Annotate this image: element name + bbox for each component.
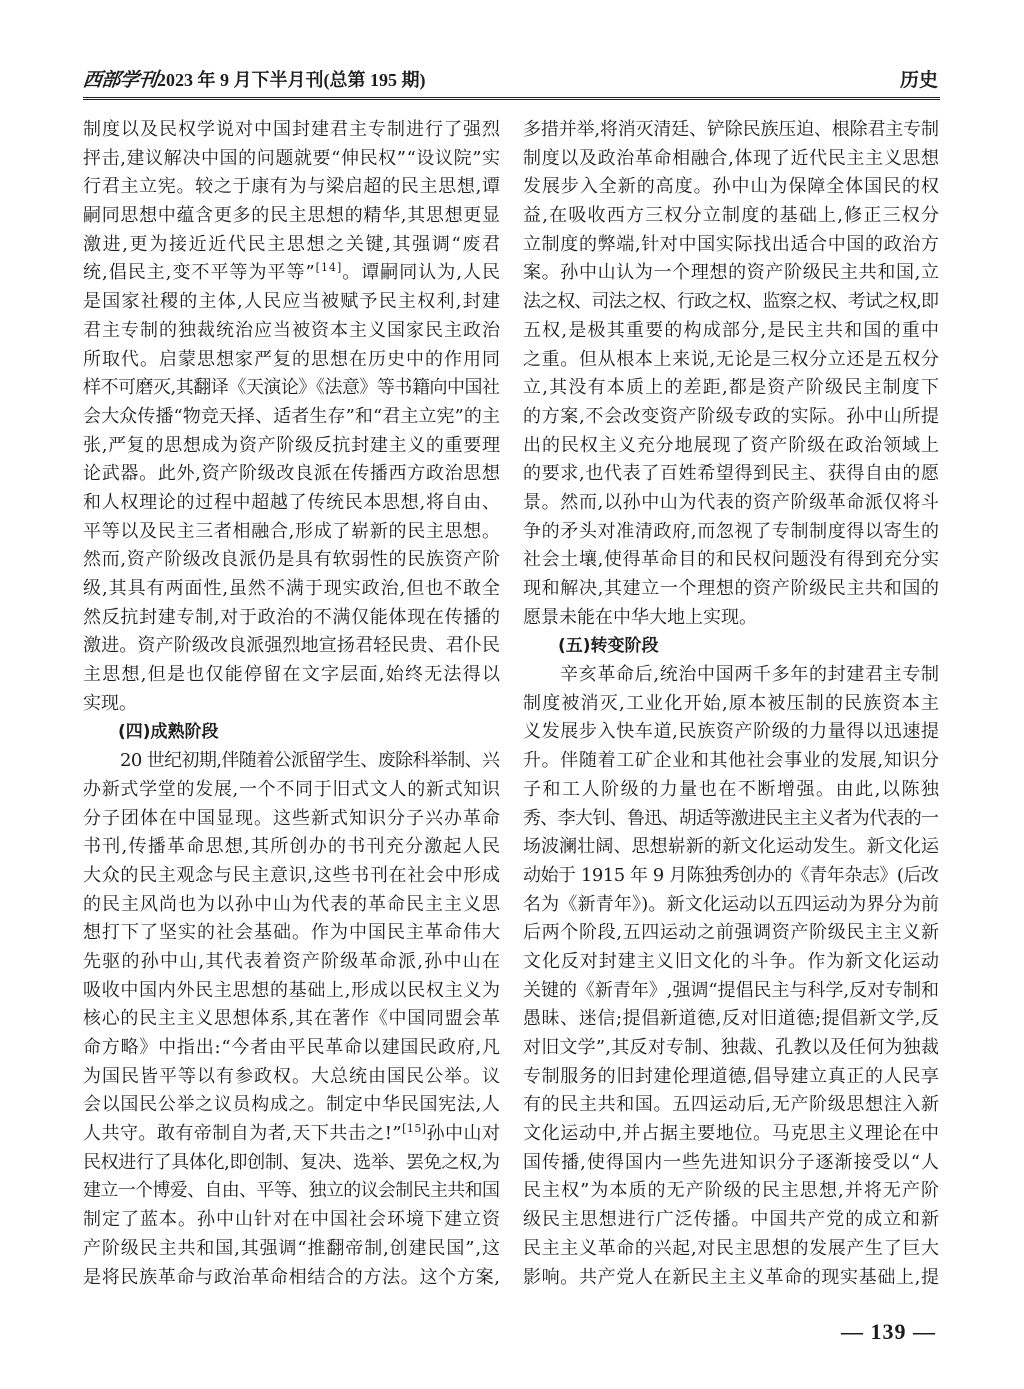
line-content: 名为《新青年》)。新文化运动以五四运动为界分为前: [523, 893, 940, 915]
text-line: [523, 460, 939, 489]
text-line: [523, 403, 939, 432]
right-column: [523, 116, 939, 1292]
line-content: 升。伴随着工矿企业和其他社会事业的发展,知识分: [523, 750, 940, 772]
line-content: 大众的民主观念与民主意识,这些书刊在社会中形成: [83, 864, 501, 886]
text-line: [523, 116, 939, 145]
text-line: [83, 518, 500, 547]
text-line: [523, 1264, 939, 1293]
text-line: [523, 288, 939, 317]
line-content: 立制度的弊端,针对中国实际找出适合中国的政治方: [523, 233, 940, 255]
text-line: [523, 518, 939, 547]
text-line: [83, 259, 500, 288]
text-line: [83, 862, 500, 891]
line-content: 制度以及民权学说对中国封建君主专制进行了强烈: [83, 119, 501, 140]
text-line: [523, 374, 939, 403]
paragraph: [523, 116, 939, 632]
text-line: [523, 604, 939, 633]
line-content: 核心的民主主义思想体系,其在著作《中国同盟会革: [83, 1008, 501, 1030]
text-line: [523, 489, 939, 518]
text-line: [523, 747, 939, 776]
text-line: [83, 632, 500, 661]
text-line: [83, 948, 500, 977]
text-line: [523, 1091, 939, 1120]
line-content: 书刊,传播革命思想,其所创办的书刊充分激起人民: [83, 836, 502, 858]
text-line: [523, 661, 939, 690]
text-line: [83, 432, 500, 461]
running-header: [83, 66, 940, 100]
line-content: 命方略》中指出:“今者由平民革命以建国民政府,凡: [83, 1037, 501, 1058]
line-content: 样不可磨灭,其翻译《天演论》《法意》等书籍向中国社: [83, 377, 500, 399]
line-content: 想打下了坚实的社会基础。作为中国民主革命伟大: [83, 922, 501, 944]
line-content: 发展步入全新的高度。孙中山为保障全体国民的权: [523, 176, 940, 198]
line-content: 主思想,但是也仅能停留在文字层面,始终无法得以: [83, 664, 502, 686]
text-line: [523, 1206, 939, 1235]
text-line: [523, 259, 939, 288]
line-content: 子和工人阶级的力量也在不断增强。由此,以陈独: [523, 778, 941, 800]
text-line: [523, 231, 939, 260]
text-line: [83, 1177, 500, 1206]
section-heading: (五)转变阶段: [558, 636, 659, 657]
text-line: [83, 202, 500, 231]
text-line: [523, 1034, 939, 1063]
text-line: [83, 346, 500, 375]
text-line: [523, 948, 939, 977]
text-line: [83, 690, 500, 719]
section-heading: (四)成熟阶段: [118, 722, 219, 743]
line-content: 法之权、司法之权、行政之权、监察之权、考试之权,即: [523, 291, 939, 313]
line-text: 统,倡民主,变不平等为平等”: [83, 262, 316, 284]
text-line: [83, 317, 500, 346]
text-line: [523, 432, 939, 461]
text-line: [83, 173, 500, 202]
line-content: 级,其具有两面性,虽然不满于现实政治,但也不敢全: [83, 578, 501, 599]
line-text: 人共守。敢有帝制自为者,天下共击之!”: [83, 1123, 403, 1145]
issue-info: 2023 年 9 月下半月刊(总第 195 期): [157, 70, 426, 90]
paragraph: [83, 116, 500, 718]
text-line: [83, 116, 500, 145]
text-line: [523, 1235, 939, 1264]
text-line: [83, 805, 500, 834]
line-content: 实现。: [83, 692, 137, 714]
text-line: [523, 919, 939, 948]
line-content: 动始于 1915 年 9 月陈独秀创办的《青年杂志》(后改: [523, 864, 939, 886]
line-content: 的方案,不会改变资产阶级专政的实际。孙中山所提: [523, 405, 940, 427]
line-content: 的要求,也代表了百姓希望得到民主、获得自由的愿: [523, 463, 940, 485]
line-content: 会大众传播“物竞天择、适者生存”和“君主立宪”的主: [83, 405, 501, 427]
text-line: [523, 173, 939, 202]
text-line: [523, 1149, 939, 1178]
section-label: 历史: [899, 69, 938, 91]
line-content: 20 世纪初期,伴随着公派留学生、废除科举制、兴: [120, 750, 500, 772]
line-content: 国传播,使得国内一些先进知识分子逐渐接受以“人: [523, 1151, 941, 1173]
text-line: [523, 862, 939, 891]
paragraph: [83, 747, 500, 1292]
text-line: [523, 833, 939, 862]
line-content: 益,在吸收西方三权分立制度的基础上,修正三权分: [523, 205, 941, 227]
text-line: [83, 145, 500, 174]
line-content: 文化运动中,并占据主要地位。马克思主义理论在中: [523, 1123, 940, 1145]
line-content: [83, 1120, 500, 1149]
text-line: [83, 1091, 500, 1120]
text-line: [523, 776, 939, 805]
text-line: [83, 747, 500, 776]
header-title: [83, 65, 426, 92]
line-content: 平等以及民主三者相融合,形成了崭新的民主思想。: [83, 520, 501, 542]
line-content: 场波澜壮阔、思想崭新的新文化运动发生。新文化运: [523, 836, 940, 858]
line-content: 会以国民公举之议员构成之。制定中华民国宪法,人: [83, 1094, 501, 1116]
journal-logo: 西部学刊: [81, 69, 159, 91]
line-content: 制定了蓝本。孙中山针对在中国社会环境下建立资: [83, 1209, 501, 1231]
line-content: 激进,更为接近近代民主思想之关键,其强调“废君: [83, 233, 502, 255]
text-line: [83, 833, 500, 862]
line-content: 制度被消灭,工业化开始,原本被压制的民族资本主: [523, 692, 941, 714]
line-text: 孙中山对: [426, 1123, 501, 1145]
text-line: [523, 718, 939, 747]
line-content: 义发展步入快车道,民族资产阶级的力量得以迅速提: [523, 721, 940, 743]
line-content: 行君主立宪。较之于康有为与梁启超的民主思想,谭: [83, 176, 501, 198]
text-line: [83, 374, 500, 403]
line-content: [83, 259, 501, 288]
line-content: 的民主风尚也为以孙中山为代表的革命民主主义思: [83, 893, 501, 915]
line-content: 激进。资产阶级改良派强烈地宣扬君轻民贵、君仆民: [83, 635, 501, 657]
line-content: 产阶级民主共和国,其强调“推翻帝制,创建民国”,这: [83, 1237, 501, 1259]
line-content: 办新式学堂的发展,一个不同于旧式文人的新式知识: [83, 778, 501, 800]
line-content: 影响。共产党人在新民主主义革命的现实基础上,提: [523, 1266, 940, 1288]
line-content: 是国家社稷的主体,人民应当被赋予民主权利,封建: [83, 291, 502, 313]
line-content: 愿景未能在中华大地上实现。: [523, 606, 757, 628]
text-line: [83, 776, 500, 805]
line-content: 君主专制的独裁统治应当被资本主义国家民主政治: [83, 319, 501, 341]
text-line: [523, 145, 939, 174]
line-content: 和人权理论的过程中超越了传统民本思想,将自由、: [83, 491, 501, 513]
text-line: [523, 1120, 939, 1149]
page-number: — 139 —: [841, 1319, 936, 1344]
text-line: [523, 317, 939, 346]
text-line: [523, 346, 939, 375]
line-content: 抨击,建议解决中国的问题就要“伸民权”“设议院”实: [83, 147, 501, 169]
line-content: 后两个阶段,五四运动之前强调资产阶级民主主义新: [523, 922, 940, 944]
line-content: 所取代。启蒙思想家严复的思想在历史中的作用同: [83, 348, 501, 370]
line-content: 秀、李大钊、鲁迅、胡适等激进民主主义者为代表的一: [523, 807, 939, 829]
line-content: 民主主义革命的兴起,对民主思想的发展产生了巨大: [523, 1237, 940, 1259]
text-line: [83, 661, 500, 690]
text-line: [83, 1034, 500, 1063]
text-line: [83, 919, 500, 948]
line-content: 愚昧、迷信;提倡新道德,反对旧道德;提倡新文学,反: [523, 1008, 940, 1030]
text-line: [523, 891, 939, 920]
line-content: 关键的《新青年》,强调“提倡民主与科学,反对专制和: [523, 979, 939, 1001]
line-content: 是将民族革命与政治革命相结合的方法。这个方案,: [83, 1266, 501, 1288]
text-line: [83, 1120, 500, 1149]
text-line: [523, 690, 939, 719]
line-content: 张,严复的思想成为资产阶级反抗封建主义的重要理: [83, 434, 501, 456]
line-content: 出的民权主义充分地展现了资产阶级在政治领域上: [523, 434, 940, 456]
text-line: [83, 891, 500, 920]
line-content: 然反抗封建专制,对于政治的不满仅能体现在传播的: [83, 606, 501, 628]
line-content: 文化反对封建主义旧文化的斗争。作为新文化运动: [523, 950, 940, 972]
line-content: 建立一个博爱、自由、平等、独立的议会制民主共和国: [83, 1180, 500, 1202]
text-line: [83, 1235, 500, 1264]
line-content: 现和解决,其建立一个理想的资产阶级民主共和国的: [523, 578, 940, 599]
line-content: 制度以及政治革命相融合,体现了近代民主主义思想: [523, 147, 940, 169]
line-content: 然而,资产阶级改良派仍是具有软弱性的民族资产阶: [83, 549, 501, 571]
line-content: 景。然而,以孙中山为代表的资产阶级革命派仅将斗: [523, 491, 940, 513]
text-line: [523, 1005, 939, 1034]
line-content: 案。孙中山认为一个理想的资产阶级民主共和国,立: [523, 262, 940, 284]
line-content: 社会土壤,使得革命目的和民权问题没有得到充分实: [523, 549, 940, 571]
line-content: 吸收中国内外民主思想的基础上,形成以民权主义为: [83, 979, 501, 1001]
text-line: [83, 1005, 500, 1034]
text-line: [83, 231, 500, 260]
text-line: [83, 288, 500, 317]
line-content: 民主权”为本质的无产阶级的民主思想,并将无产阶: [523, 1180, 941, 1202]
text-line: [523, 1177, 939, 1206]
line-content: 有的民主共和国。五四运动后,无产阶级思想注入新: [523, 1094, 940, 1116]
line-content: 嗣同思想中蕴含更多的民主思想的精华,其思想更显: [83, 205, 501, 227]
citation-marker: [14]: [315, 261, 343, 275]
text-line: [523, 977, 939, 1006]
line-content: 先驱的孙中山,其代表着资产阶级革命派,孙中山在: [83, 950, 502, 972]
text-line: [523, 1063, 939, 1092]
line-content: 民权进行了具体化,即创制、复决、选举、罢免之权,为: [83, 1151, 500, 1173]
line-text: 。谭嗣同认为,人民: [342, 262, 501, 284]
line-content: 专制服务的旧封建伦理道德,倡导建立真正的人民享: [523, 1065, 940, 1087]
line-content: 辛亥革命后,统治中国两千多年的封建君主专制: [560, 664, 940, 686]
left-column: [83, 116, 500, 1292]
text-line: [83, 604, 500, 633]
line-content: 分子团体在中国显现。这些新式知识分子兴办革命: [83, 807, 501, 829]
text-line: [83, 1149, 500, 1178]
line-content: 争的矛头对准清政府,而忽视了专制制度得以寄生的: [523, 520, 940, 542]
line-content: 论武器。此外,资产阶级改良派在传播西方政治思想: [83, 463, 501, 485]
text-line: [523, 202, 939, 231]
line-content: 多措并举,将消灭清廷、铲除民族压迫、根除君主专制: [523, 119, 939, 140]
text-line: [83, 1264, 500, 1293]
line-content: 之重。但从根本上来说,无论是三权分立还是五权分: [523, 348, 940, 370]
line-content: 对旧文学”,其反对专制、独裁、孔教以及任何为独裁: [523, 1037, 940, 1058]
text-line: [83, 977, 500, 1006]
text-line: [83, 460, 500, 489]
paragraph: [523, 661, 939, 1292]
text-line: [83, 575, 500, 604]
text-line: [83, 1063, 500, 1092]
text-line: [523, 575, 939, 604]
line-content: 五权,是极其重要的构成部分,是民主共和国的重中: [523, 319, 941, 341]
text-line: [83, 1206, 500, 1235]
citation-marker: [15]: [402, 1122, 427, 1136]
text-line: [83, 546, 500, 575]
line-content: 立,其没有本质上的差距,都是资产阶级民主制度下: [523, 377, 941, 399]
line-content: 级民主思想进行广泛传播。中国共产党的成立和新: [523, 1209, 940, 1231]
text-line: [523, 546, 939, 575]
text-line: [83, 403, 500, 432]
text-line: [83, 489, 500, 518]
line-content: 为国民皆平等以有参政权。大总统由国民公举。议: [83, 1065, 501, 1087]
text-line: [523, 805, 939, 834]
